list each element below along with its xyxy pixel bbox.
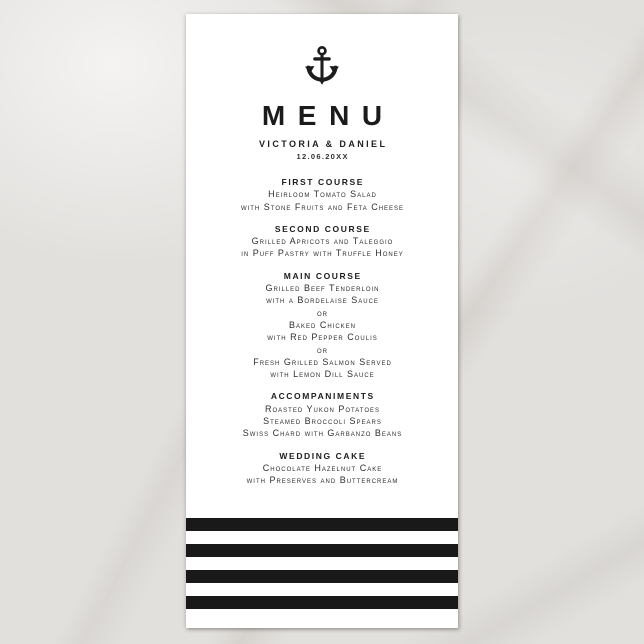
stripe-pattern <box>186 518 458 628</box>
stripe <box>186 570 458 583</box>
menu-item-line: Fresh Grilled Salmon Served <box>253 356 392 367</box>
menu-item-line: with Lemon Dill Sauce <box>270 369 375 380</box>
event-date: 12.06.20XX <box>296 152 349 161</box>
menu-item-line: Baked Chicken <box>288 319 356 330</box>
menu-item-line: Roasted Yukon Potatoes <box>264 403 381 414</box>
menu-item-line: Grilled Beef Tenderloin <box>265 283 380 294</box>
menu-body <box>194 176 450 487</box>
menu-title: MENU <box>261 100 395 131</box>
stripe <box>186 596 458 609</box>
menu-item-line: Chocolate Hazelnut Cake <box>262 462 383 473</box>
menu-section <box>194 223 450 260</box>
menu-item-line: in Puff Pastry with Truffle Honey <box>241 248 404 259</box>
menu-section <box>194 176 450 213</box>
menu-item-line: Swiss Chard with Garbanzo Beans <box>242 428 403 439</box>
menu-item-line: Grilled Apricots and Taleggio <box>251 236 394 247</box>
menu-section-heading: ACCOMPANIMENTS <box>270 391 375 402</box>
menu-item-line: with Red Pepper Coulis <box>267 332 378 343</box>
menu-item-line: or <box>317 344 328 355</box>
menu-item-line: Steamed Broccoli Spears <box>263 416 382 427</box>
menu-card <box>186 14 458 628</box>
couple-names: VICTORIA & DANIEL <box>259 139 388 149</box>
menu-section-heading: SECOND COURSE <box>274 223 371 234</box>
stripe <box>186 544 458 557</box>
menu-item-line: with Preserves and Buttercream <box>246 475 399 486</box>
menu-item-line: Heirloom Tomato Salad <box>268 189 377 200</box>
stripe <box>186 518 458 531</box>
menu-item-line: with Stone Fruits and Feta Cheese <box>240 201 405 212</box>
menu-section-heading: MAIN COURSE <box>283 270 362 281</box>
menu-section <box>194 450 450 487</box>
anchor-icon <box>301 45 343 87</box>
menu-section <box>194 390 450 439</box>
menu-item-line: with a Bordelaise Sauce <box>266 295 379 306</box>
menu-section <box>194 270 450 381</box>
menu-section-heading: WEDDING CAKE <box>279 450 367 461</box>
menu-item-line: or <box>317 307 328 318</box>
menu-section-heading: FIRST COURSE <box>281 177 365 187</box>
